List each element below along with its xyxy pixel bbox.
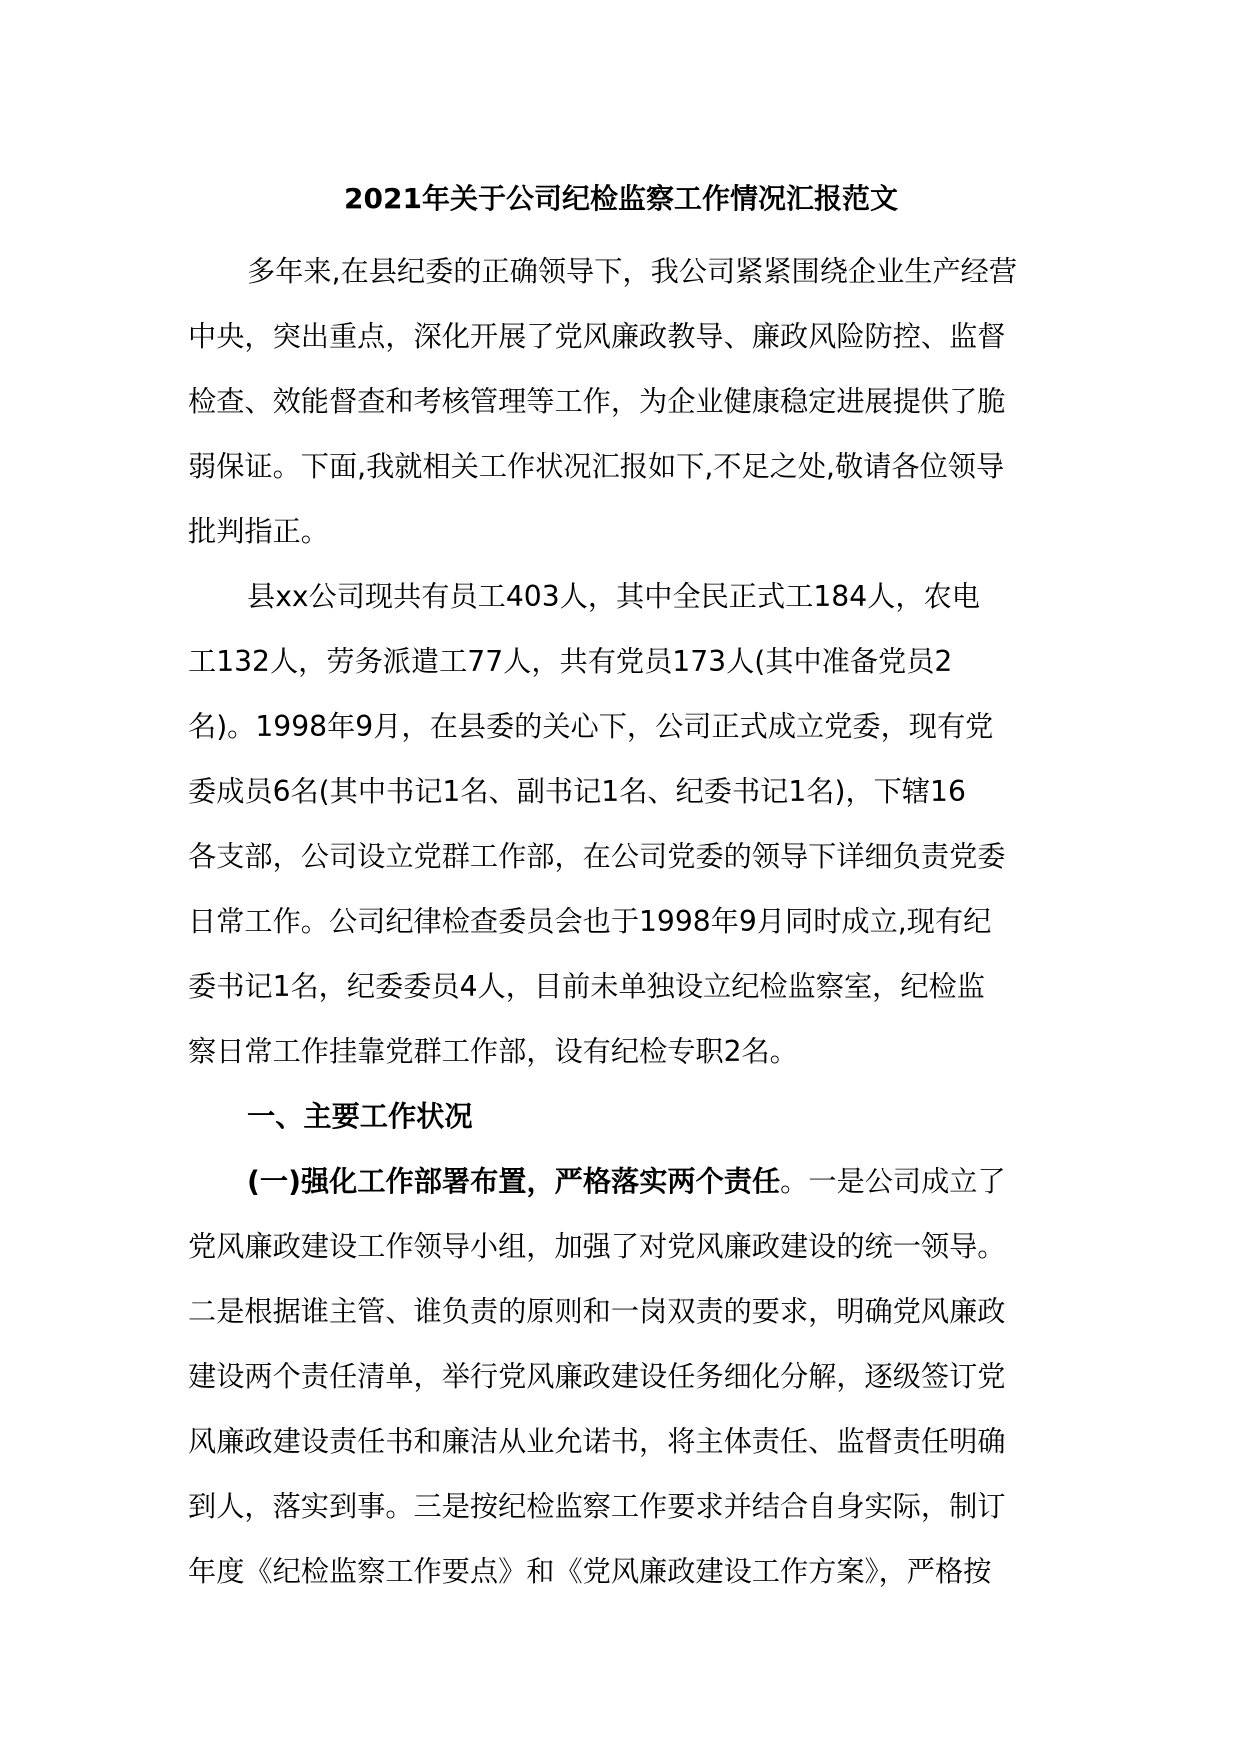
subsection-heading: (一)强化工作部署布置，严格落实两个责任 xyxy=(247,1165,781,1198)
text-line: 风廉政建设责任书和廉洁从业允诺书，将主体责任、监督责任明确 xyxy=(188,1425,1006,1458)
text-line: 年度《纪检监察工作要点》和《党风廉政建设工作方案》，严格按 xyxy=(188,1555,992,1588)
text-line: 各支部，公司设立党群工作部，在公司党委的领导下详细负责党委 xyxy=(188,840,1006,873)
text-line: 察日常工作挂靠党群工作部，设有纪检专职2名。 xyxy=(188,1035,798,1068)
text-line: 委书记1名，纪委委员4人，目前未单独设立纪检监察室，纪检监 xyxy=(188,970,985,1003)
section-heading-text: 一、主要工作状况 xyxy=(247,1100,473,1133)
text-run: 。一是公司成立了 xyxy=(780,1165,1006,1198)
paragraph-intro xyxy=(188,239,1054,564)
paragraph-company-overview xyxy=(188,564,1054,1084)
text-line: 检查、效能督查和考核管理等工作，为企业健康稳定进展提供了脆 xyxy=(188,385,1006,418)
text-line: 二是根据谁主管、谁负责的原则和一岗双责的要求，明确党风廉政 xyxy=(188,1295,1006,1328)
text-line: 日常工作。公司纪律检查委员会也于1998年9月同时成立,现有纪 xyxy=(188,905,992,938)
document-title: 2021年关于公司纪检监察工作情况汇报范文 xyxy=(344,182,898,215)
text-line: 名)。1998年9月，在县委的关心下，公司正式成立党委，现有党 xyxy=(188,710,994,743)
text-line: 弱保证。下面,我就相关工作状况汇报如下,不足之处,敬请各位领导 xyxy=(188,450,1005,483)
text-line xyxy=(188,1149,1054,1214)
text-line: 委成员6名(其中书记1名、副书记1名、纪委书记1名)，下辖16 xyxy=(188,775,966,808)
text-line: 多年来,在县纪委的正确领导下，我公司紧紧围绕企业生产经营 xyxy=(247,255,1018,288)
text-line: 工132人，劳务派遣工77人，共有党员173人(其中准备党员2 xyxy=(188,645,953,678)
text-line: 批判指正。 xyxy=(188,515,329,548)
section-heading xyxy=(188,1084,1054,1149)
text-line: 建设两个责任清单，举行党风廉政建设任务细化分解，逐级签订党 xyxy=(188,1360,1006,1393)
text-line: 县xx公司现共有员工403人，其中全民正式工184人，农电 xyxy=(247,580,980,613)
text-line: 中央，突出重点，深化开展了党风廉政教导、廉政风险防控、监督 xyxy=(188,320,1006,353)
document-body xyxy=(188,176,1054,1604)
text-line: 到人，落实到事。三是按纪检监察工作要求并结合自身实际，制订 xyxy=(188,1490,1006,1523)
paragraph-responsibilities xyxy=(188,1149,1054,1604)
text-line: 党风廉政建设工作领导小组，加强了对党风廉政建设的统一领导。 xyxy=(188,1230,1006,1263)
